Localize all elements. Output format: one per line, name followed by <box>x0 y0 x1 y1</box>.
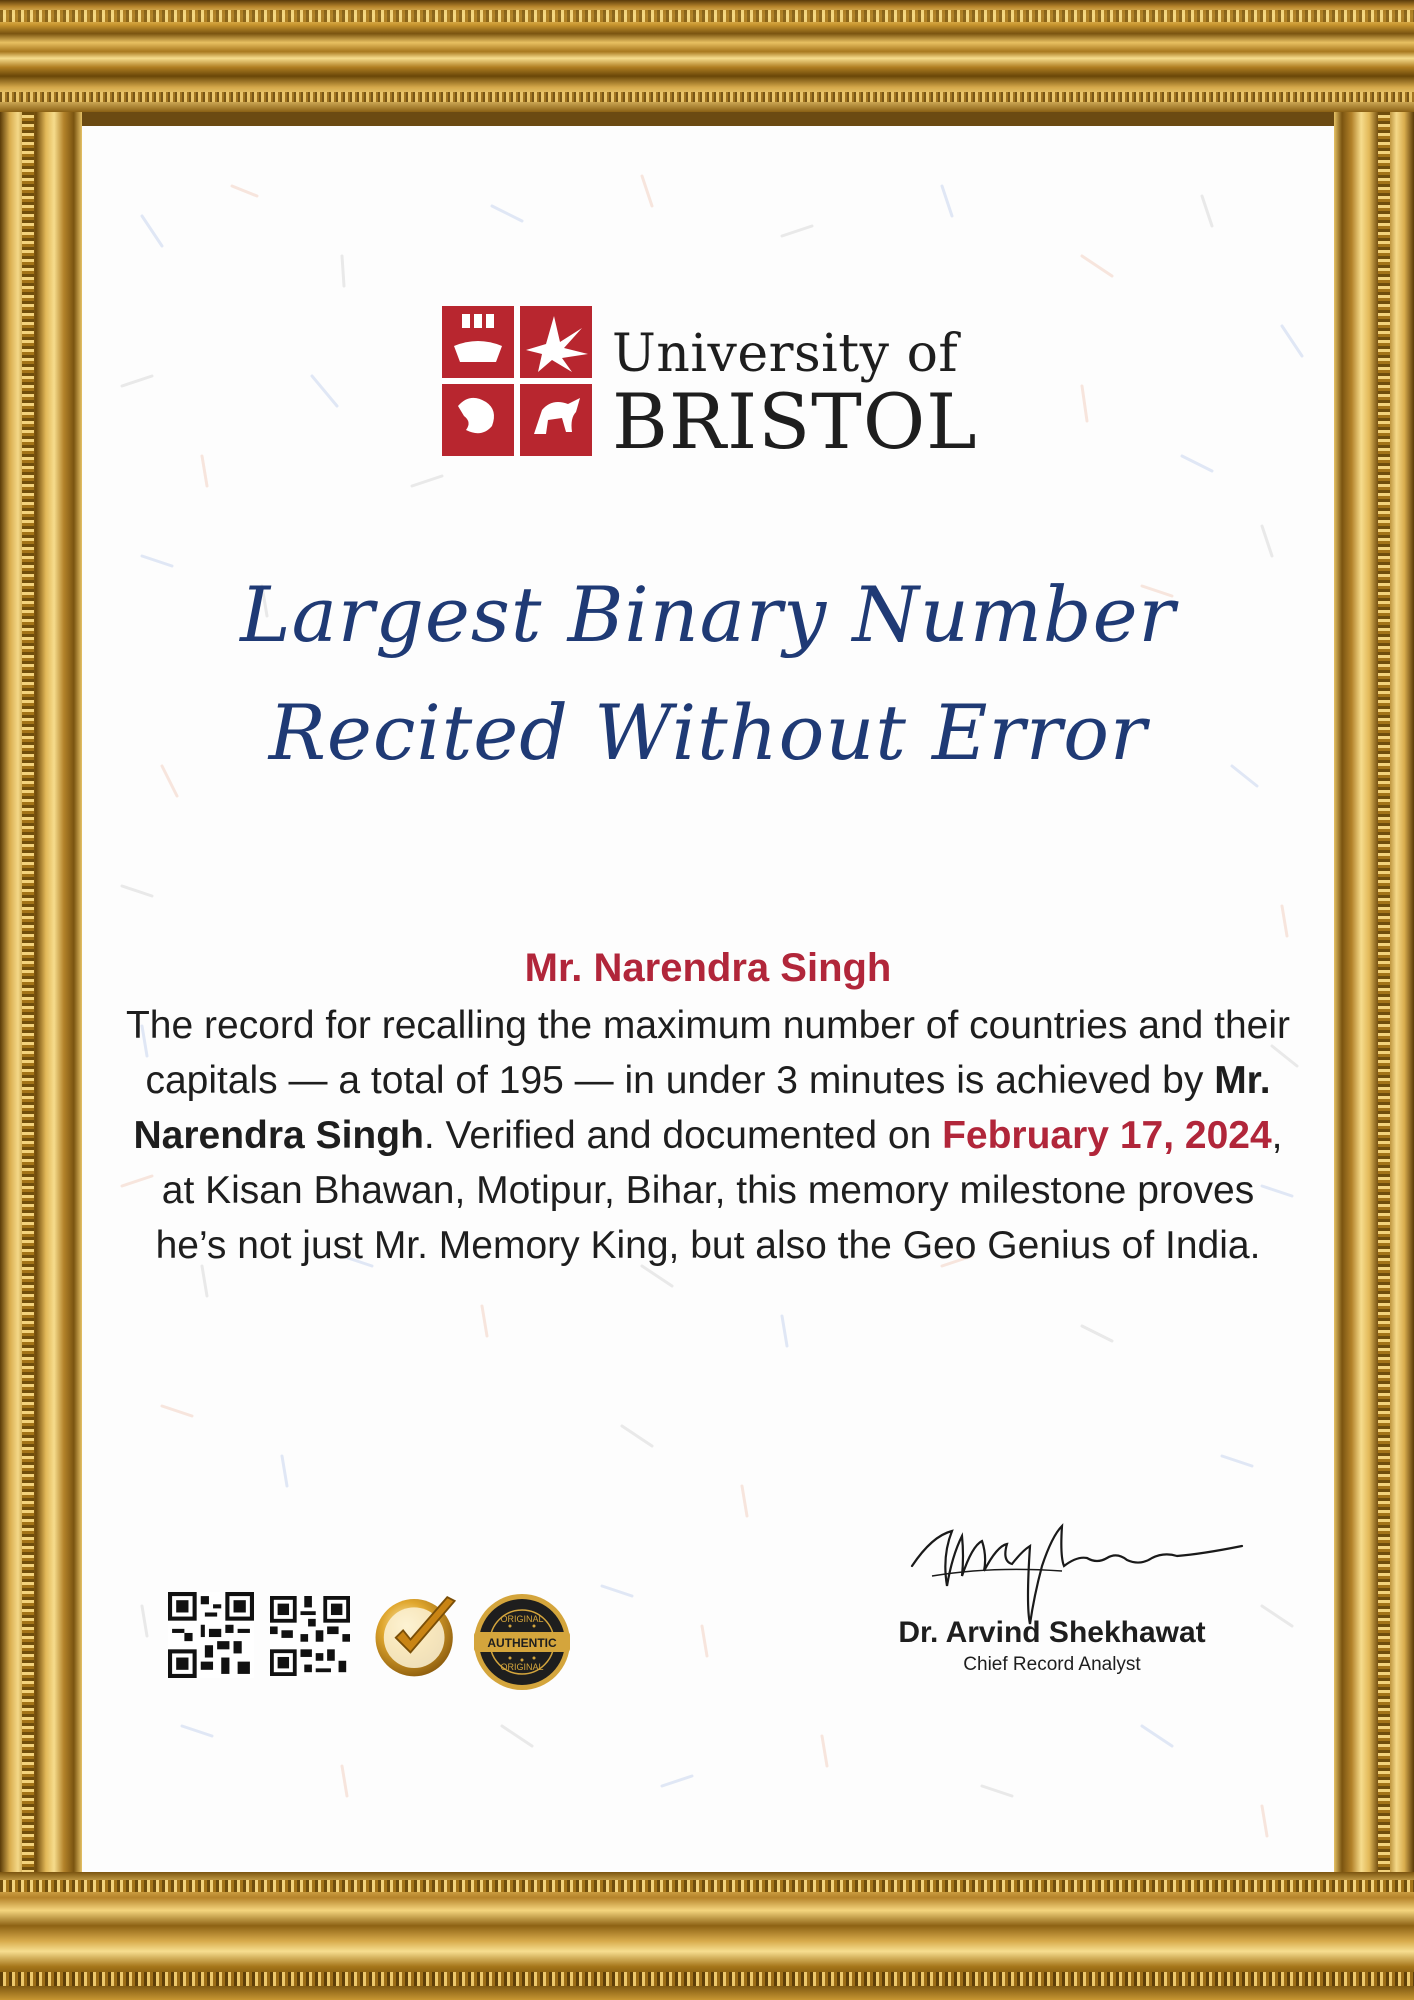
frame-bottom <box>0 1872 1414 2000</box>
institution-line2: BRISTOL <box>612 377 978 466</box>
body-text-part3: , at Kisan Bhawan, Motipur, Bihar, this memory milestone proves he’s not just Mr. Memory King, but also the Geo Genius of India. <box>155 1114 1283 1267</box>
signatory-role: Chief Record Analyst <box>963 1654 1141 1675</box>
qr-code-icon <box>168 1592 254 1678</box>
recipient-name: Mr. Narendra Singh <box>524 946 892 990</box>
seal-center-text: AUTHENTIC <box>487 1636 557 1650</box>
title-line2: Recited Without Error <box>268 688 1148 777</box>
university-crest-icon <box>442 306 592 456</box>
seal-top-text: ORIGINAL <box>500 1614 544 1624</box>
university-wordmark <box>612 324 978 466</box>
body-recipient-name: Mr. Narendra Singh <box>133 1059 1271 1157</box>
signature <box>902 1496 1252 1626</box>
qr-code-icon <box>270 1596 350 1676</box>
seal-bottom-text: ORIGINAL <box>500 1662 544 1672</box>
frame-right <box>1334 112 1414 1872</box>
record-date: February 17, 2024 <box>942 1114 1272 1157</box>
title-line1: Largest Binary Number <box>240 570 1176 659</box>
frame-left <box>0 112 82 1872</box>
body-text-part1: The record for recalling the maximum number of countries and their capitals — a total of 195 — in under 3 minutes is achieved by <box>125 1004 1291 1102</box>
body-text-part2: . Verified and documented on <box>423 1114 943 1157</box>
authentic-seal-icon <box>472 1592 572 1692</box>
certificate-title <box>82 556 1334 792</box>
signatory-name: Dr. Arvind Shekhawat <box>898 1616 1206 1649</box>
certificate-body <box>122 998 1294 1273</box>
certificate-paper <box>82 126 1334 1872</box>
frame-top <box>0 0 1414 112</box>
university-logo <box>442 306 978 466</box>
checkmark-badge-icon <box>370 1588 462 1680</box>
institution-line1: University of <box>612 324 959 384</box>
